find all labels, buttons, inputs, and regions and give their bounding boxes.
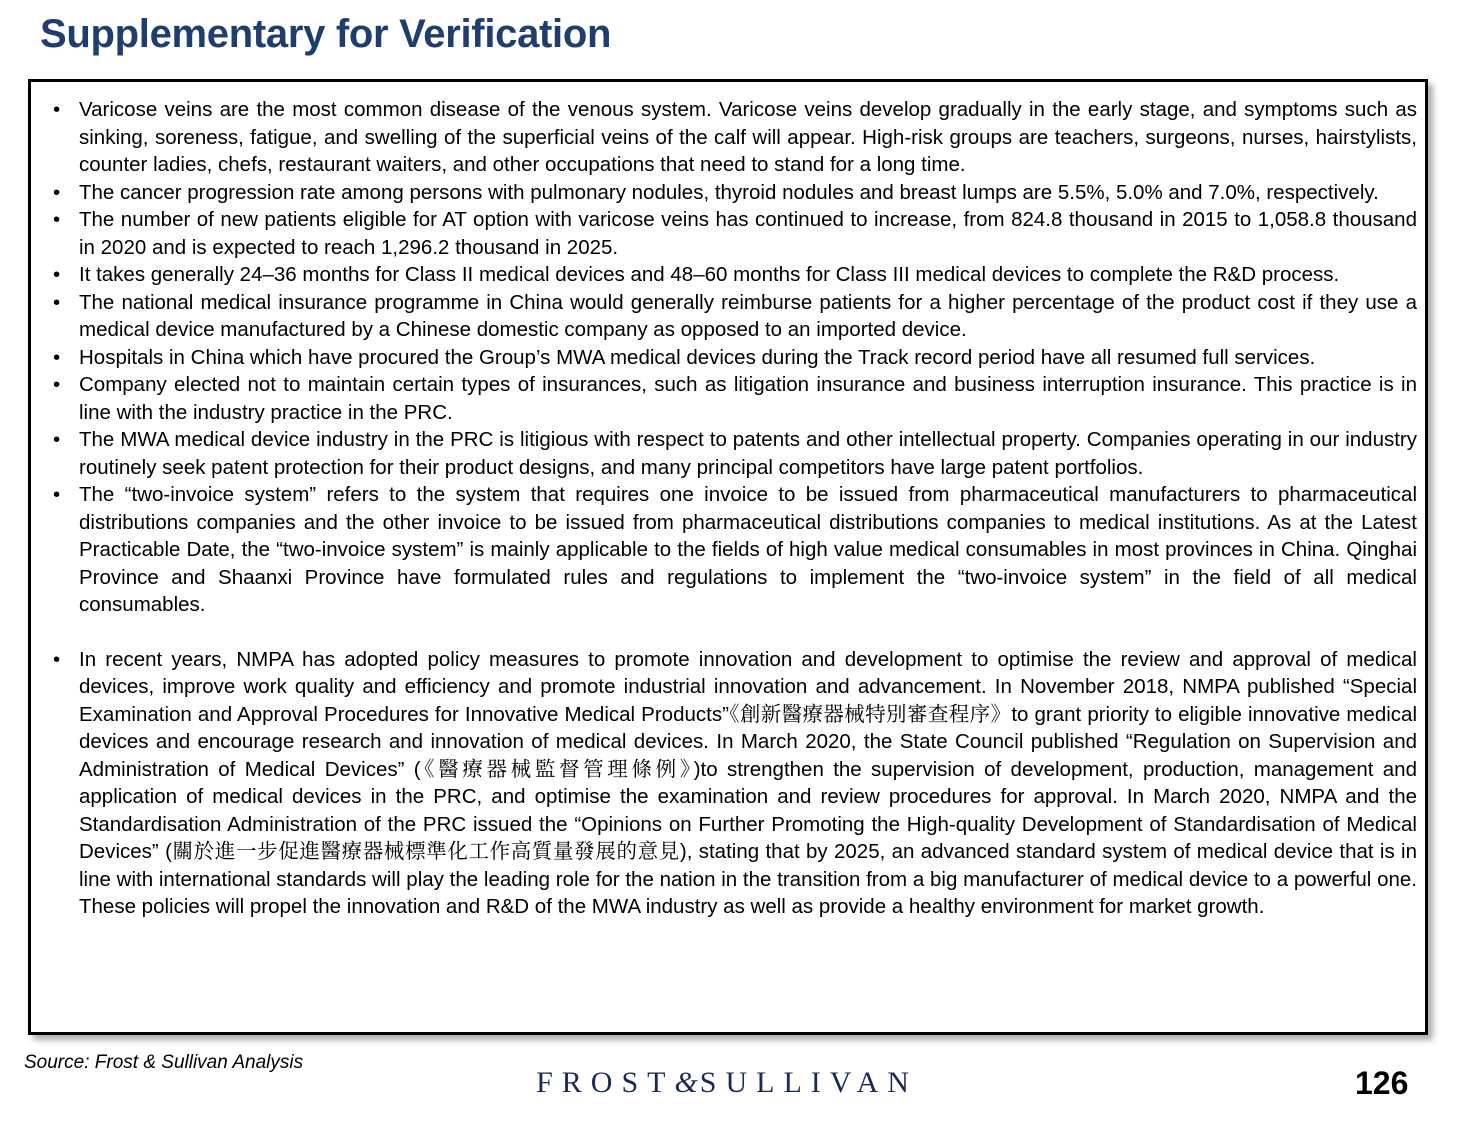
bullet-text: The MWA medical device industry in the PRC is litigious with respect to patents and other intellectual property. Companies operating in our industry routinely seek patent protection for their product designs, and many principal competitors have large patent portfolios.: [79, 428, 1417, 479]
page-title: Supplementary for Verification: [40, 12, 612, 56]
frost-sullivan-logo: [487, 1066, 967, 1100]
logo-word-sullivan: SULLIVAN: [699, 1066, 918, 1099]
bullet-text: The number of new patients eligible for AT option with varicose veins has continued to increase, from 824.8 thousand in 2015 to 1,058.8 thousand in 2020 and is expected to reach 1,296.2 thousand in 2025.: [79, 208, 1417, 259]
bullet-marker-icon: •: [53, 208, 61, 231]
source-note: Source: Frost & Sullivan Analysis: [24, 1052, 304, 1073]
bullet-marker-icon: •: [53, 180, 61, 204]
bullet-text: The cancer progression rate among persons with pulmonary nodules, thyroid nodules and breast lumps are 5.5%, 5.0% and 7.0%, respectively.: [79, 180, 1379, 204]
bullet-text: The “two-invoice system” refers to the system that requires one invoice to be issued from pharmaceutical manufacturers to pharmaceutical distributions companies and the other invoice to be issued from pharmaceutical distributions companies to medical institutions. As at the Latest Practicable Date, the “two-invoice system” is mainly applicable to the fields of high value medical consumables in most provinces in China. Qinghai Province and Shaanxi Province have formulated rules and regulations to implement the “two-invoice system” in the field of all medical consumables.: [79, 483, 1417, 616]
bullet-text: Varicose veins are the most common disease of the venous system. Varicose veins develop gradually in the early stage, and symptoms such as sinking, soreness, fatigue, and swelling of the superficial veins of the calf will appear. High-risk groups are teachers, surgeons, nurses, hairstylists, counter ladies, chefs, restaurant waiters, and other occupations that need to stand for a long time.: [79, 98, 1417, 176]
bullet-item-two-invoice-system: [39, 481, 1417, 619]
content-box: [28, 79, 1428, 1035]
page-number: 126: [1355, 1065, 1409, 1101]
bullet-item-rnd-duration: [39, 261, 1417, 289]
bullet-marker-icon: •: [53, 373, 61, 396]
logo-ampersand: &: [674, 1066, 700, 1099]
bullet-text: It takes generally 24–36 months for Class II medical devices and 48–60 months for Class III medical devices to complete the R&D process.: [79, 263, 1340, 286]
bullet-marker-icon: •: [53, 263, 61, 286]
bullet-text: Company elected not to maintain certain types of insurances, such as litigation insurance and business interruption insurance. This practice is in line with the industry practice in the PRC.: [79, 373, 1417, 424]
bullet-marker-icon: •: [53, 98, 61, 121]
bullet-marker-icon: •: [53, 483, 61, 506]
logo-word-frost: FROST: [536, 1066, 675, 1099]
bullet-item-patent-litigation: [39, 426, 1417, 481]
bullet-marker-icon: •: [53, 647, 61, 671]
bullet-marker-icon: •: [53, 290, 61, 314]
bullet-item-nmpa-policy-measures: [39, 646, 1417, 921]
bullet-item-hospitals-resumed-services: [39, 344, 1417, 372]
bullet-text: In recent years, NMPA has adopted policy measures to promote innovation and development to optimise the review and approval of medical devices, improve work quality and efficiency and promote industrial innovation and advancement. In November 2018, NMPA published “Special Examination and Approval Procedures for Innovative Medical Products”《創新醫療器械特別審查程序》to grant priority to eligible innovative medical devices and encourage research and innovation of medical devices. In March 2020, the State Council published “Regulation on Supervision and Administration of Medical Devices” (《醫療器械監督管理條例》)to strengthen the supervision of development, production, management and application of medical devices in the PRC, and optimise the examination and review procedures for approval. In March 2020, NMPA and the Standardisation Administration of the PRC issued the “Opinions on Further Promoting the High-quality Development of Standardisation of Medical Devices” (關於進一步促進醫療器械標準化工作高質量發展的意見), stating that by 2025, an advanced standard system of medical device that is in line with international standards will play the leading role for the nation in the transition from a big manufacturer of medical device to a powerful one. These policies will propel the innovation and R&D of the MWA industry as well as provide a healthy environment for market growth.: [79, 647, 1417, 918]
bullet-item-cancer-progression-rate: [39, 179, 1417, 207]
bullet-item-medical-insurance-programme: [39, 289, 1417, 344]
bullet-marker-icon: •: [53, 428, 61, 451]
bullet-list: [39, 96, 1417, 921]
bullet-text: Hospitals in China which have procured the Group’s MWA medical devices during the Track record period have all resumed full services.: [79, 345, 1316, 369]
bullet-item-insurance-election: [39, 371, 1417, 426]
bullet-item-varicose-veins: [39, 96, 1417, 179]
bullet-marker-icon: •: [53, 345, 61, 369]
bullet-text: The national medical insurance programme in China would generally reimburse patients for a higher percentage of the product cost if they use a medical device manufactured by a Chinese domestic company as opposed to an imported device.: [79, 290, 1417, 341]
bullet-item-new-patients-at-option: [39, 206, 1417, 261]
